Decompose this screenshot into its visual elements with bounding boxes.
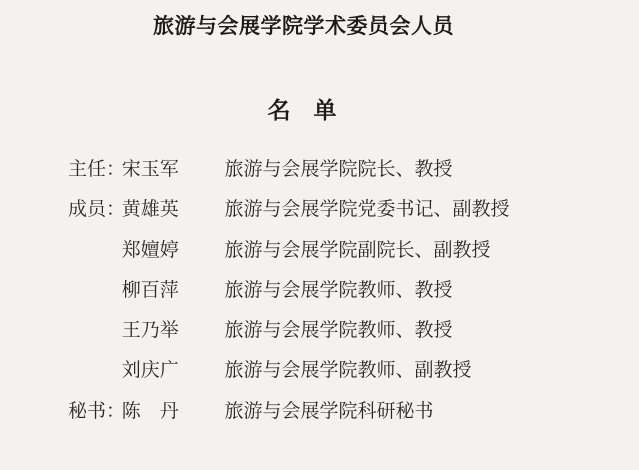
member-description: 旅游与会展学院院长、教授: [224, 159, 453, 180]
member-description: 旅游与会展学院科研秘书: [224, 400, 434, 422]
committee-row-director: [68, 150, 608, 190]
member-description: 旅游与会展学院党委书记、副教授: [224, 199, 510, 221]
role-label: 秘书：: [68, 400, 126, 422]
committee-row-member: [68, 231, 608, 271]
document-subtitle: 名 单: [267, 98, 337, 123]
committee-row-member: [68, 311, 608, 351]
member-description: 旅游与会展学院教师、副教授: [224, 360, 472, 382]
committee-row-member: [68, 190, 608, 230]
member-name: 刘庆广: [121, 360, 179, 382]
committee-row-member: [68, 271, 608, 311]
member-name: 郑嬗婷: [121, 239, 179, 261]
member-description: 旅游与会展学院教师、教授: [224, 279, 453, 301]
member-name: 王乃举: [121, 320, 179, 342]
committee-member-list: [68, 150, 608, 432]
role-label: 成员：: [68, 199, 126, 221]
committee-row-secretary: [68, 392, 608, 432]
member-name: 黄雄英: [121, 199, 179, 221]
document-title: 旅游与会展学院学术委员会人员: [153, 14, 454, 38]
role-label: 主任：: [68, 159, 126, 180]
committee-row-member: [68, 351, 608, 391]
member-description: 旅游与会展学院副院长、副教授: [224, 239, 491, 261]
member-name: 陈 丹: [121, 400, 179, 422]
member-name: 宋玉军: [121, 159, 179, 180]
member-description: 旅游与会展学院教师、教授: [224, 320, 453, 342]
member-name: 柳百萍: [121, 279, 179, 301]
